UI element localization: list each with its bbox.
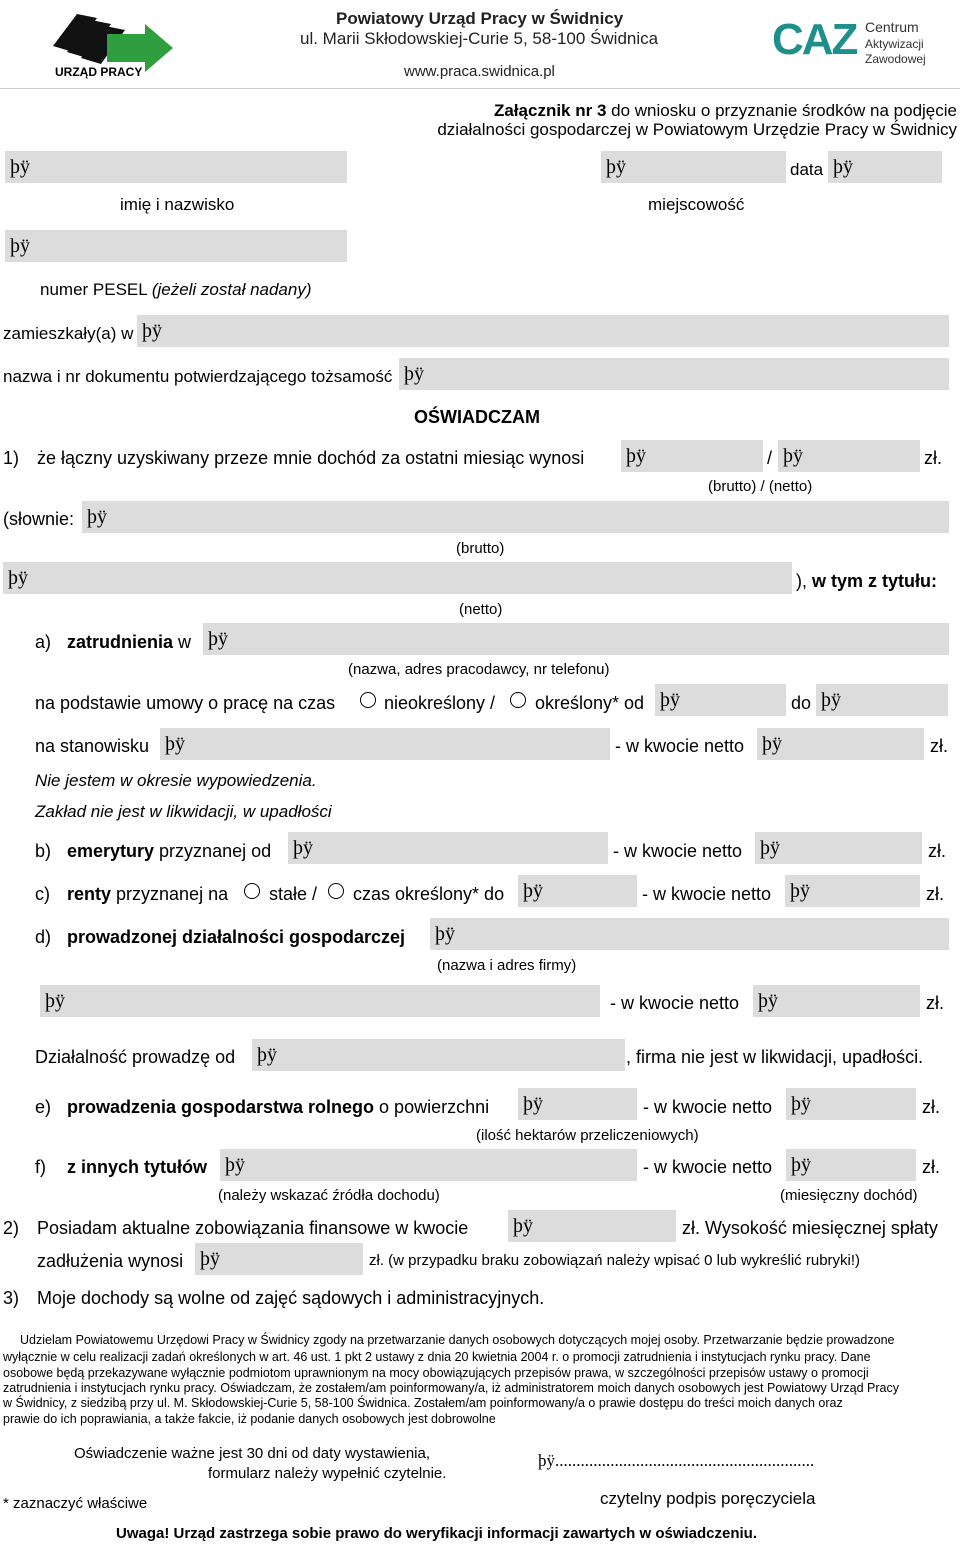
radio-permanent[interactable] [244,883,260,899]
debts-tail: zł. Wysokość miesięcznej spłaty [682,1218,938,1238]
employer-note: (nazwa, adres pracodawcy, nr telefonu) [348,661,610,678]
b-amount-label: - w kwocie netto [613,841,743,861]
e-currency: zł. [922,1097,940,1117]
caz-line3: Zawodowej [865,52,926,66]
caz-mark: CAZ [772,15,857,64]
header-divider [0,88,960,89]
office-www: www.praca.swidnica.pl [404,63,555,80]
employer-field[interactable]: þÿ [203,623,949,655]
radio-definite[interactable] [510,692,526,708]
consent-line-3: osobowe będą przekazywane wyłącznie podmiotom uprawnionym na mocy obowiązujących przepisów prawa, w szczególności przepisów ustawy o promocji [3,1366,869,1380]
source-note: (należy wskazać źródła dochodu) [218,1187,440,1204]
e-amount-field[interactable]: þÿ [786,1088,916,1120]
e-amount-label: - w kwocie netto [643,1097,773,1117]
income-currency: zł. [924,448,942,468]
income-slash: / [767,448,773,468]
f-title: z innych tytułów [67,1157,208,1177]
disability-to-field[interactable]: þÿ [518,875,637,907]
d-amount-label: - w kwocie netto [610,993,740,1013]
words-label: (słownie: [3,509,75,529]
b-letter: b) [35,841,52,861]
notice-text: Nie jestem w okresie wypowiedzenia. [35,771,317,790]
pesel-field[interactable]: þÿ [5,230,347,262]
caz-line1: Centrum [865,19,919,35]
firm-note: (nazwa i adres firmy) [437,957,577,974]
income-netto-field[interactable]: þÿ [778,440,920,472]
f-amount-field[interactable]: þÿ [786,1149,916,1181]
a-title [67,632,191,653]
c-bold: renty [67,884,112,904]
b-bold: emerytury [67,841,155,861]
footnote: * zaznaczyć właściwe [3,1495,148,1512]
f-letter: f) [35,1157,46,1177]
other-source-field[interactable]: þÿ [220,1149,637,1181]
d-title: prowadzonej działalności gospodarczej [67,927,406,947]
warning: Uwaga! Urząd zastrzega sobie prawo do weryfikacji informacji zawartych w oświadczeniu. [116,1525,758,1542]
validity-line2: formularz należy wypełnić czytelnie. [208,1465,447,1482]
attachment-line2: działalności gospodarczej w Powiatowym Urzędzie Pracy w Świdnicy [437,120,957,139]
seizure-num: 3) [3,1288,20,1308]
definite-label: określony* od [535,693,645,713]
id-doc-field[interactable]: þÿ [399,358,949,390]
e-rest: o powierzchni [374,1097,490,1117]
b-amount-field[interactable]: þÿ [755,832,922,864]
firm-address-field[interactable]: þÿ [40,985,600,1017]
b-title [67,841,271,862]
income-tail [796,571,937,592]
resident-label: zamieszkały(a) w [3,324,134,343]
b-rest: przyznanej od [154,841,272,861]
farm-area-field[interactable]: þÿ [518,1088,637,1120]
d-letter: d) [35,927,52,947]
a-currency: zł. [930,736,948,756]
contract-to-label: do [791,693,812,713]
brutto-netto-note: (brutto) / (netto) [708,478,813,495]
income-tail-bold: w tym z tytułu: [812,571,937,591]
debts-line2: zadłużenia wynosi [37,1251,184,1271]
contract-label: na podstawie umowy o pracę na czas [35,693,336,713]
a-amount-field[interactable]: þÿ [757,728,924,760]
seizure-text: Moje dochody są wolne od zajęć sądowych i administracyjnych. [37,1288,545,1308]
a-rest: w [173,632,192,652]
income-text: że łączny uzyskiwany przeze mnie dochód za ostatni miesiąc wynosi [37,448,585,468]
caz-logo [770,15,950,70]
consent-line-5: w Świdnicy, z siedzibą przy ul. M. Skłodowskiej-Curie 5, 58-100 Świdnica. Zostałem/am poinformowany/a o prawie dostępu do treści moich danych oraz [3,1396,843,1410]
c-currency: zł. [926,884,944,904]
monthly-note: (miesięczny dochód) [780,1187,918,1204]
brutto-note: (brutto) [456,540,505,557]
income-brutto-field[interactable]: þÿ [621,440,763,472]
radio-indefinite[interactable] [360,692,376,708]
c-amount-field[interactable]: þÿ [785,875,920,907]
netto-note: (netto) [459,601,503,618]
a-bold: zatrudnienia [67,632,174,652]
d-currency: zł. [926,993,944,1013]
indefinite-label: nieokreślony / [384,693,496,713]
declare-heading: OŚWIADCZAM [414,407,540,427]
debts-text: Posiadam aktualne zobowiązania finansowe w kwocie [37,1218,469,1238]
c-letter: c) [35,884,50,904]
words-brutto-field[interactable]: þÿ [82,501,949,533]
position-label: na stanowisku [35,736,150,756]
name-label: imię i nazwisko [120,195,235,214]
attachment-bold: Załącznik nr 3 [493,101,607,120]
fixed-term-label: czas określony* do [353,884,505,904]
e-title [67,1097,489,1118]
consent-line-2: wyłącznie w celu realizacji zadań określonych w art. 46 ust. 1 pkt 2 ustawy z dnia 20 kwietnia 2004 r. o promocji zatrudnienia i instytucjach rynku pracy. Dane [3,1350,871,1364]
pesel-label-text: numer PESEL [40,280,152,299]
contract-from-field[interactable]: þÿ [655,684,786,716]
signature-label: czytelny podpis poręczyciela [600,1489,816,1508]
id-doc-label: nazwa i nr dokumentu potwierdzającego tożsamość [3,367,393,386]
date-field[interactable]: þÿ [828,151,942,183]
validity-line1: Oświadczenie ważne jest 30 dni od daty wystawienia, [74,1445,431,1462]
caz-line2: Aktywizacji [865,37,924,51]
income-num: 1) [3,448,20,468]
business-since-label: Działalność prowadzę od [35,1047,236,1067]
b-currency: zł. [928,841,946,861]
e-bold: prowadzenia gospodarstwa rolnego [67,1097,375,1117]
debts-monthly-field[interactable]: þÿ [195,1243,363,1275]
position-field[interactable]: þÿ [160,728,610,760]
pension-from-field[interactable]: þÿ [288,832,608,864]
consent-line-1: Udzielam Powiatowemu Urzędowi Pracy w Świdnicy zgody na przetwarzanie danych osobowych dotyczących mojej osoby. Przetwarzanie będzie prowadzone [20,1333,895,1347]
consent-line-4: zatrudnienia i instytucjach rynku pracy. Oświadczam, że zostałem/am poinformowany/a, iż administratorem moich danych osobowych jest Powiatowy Urząd Pracy [3,1381,899,1395]
d-amount-field[interactable]: þÿ [753,985,920,1017]
debts-amount-field[interactable]: þÿ [508,1210,676,1242]
contract-to-field[interactable]: þÿ [816,684,948,716]
place-label: miejscowość [648,195,745,214]
resident-field[interactable]: þÿ [137,315,949,347]
business-since-field[interactable]: þÿ [252,1039,625,1071]
permanent-label: stałe / [269,884,318,904]
office-name: Powiatowy Urząd Pracy w Świdnicy [336,9,624,28]
consent-line-6: prawie do ich poprawiania, a także fakcie, iż podanie danych osobowych jest dobrowolne [3,1412,496,1426]
debts-num: 2) [3,1218,20,1238]
attachment-rest: do wniosku o przyznanie środków na podjęcie [606,101,957,120]
c-rest: przyznanej na [111,884,229,904]
c-amount-label: - w kwocie netto [642,884,772,904]
business-since-tail: , firma nie jest w likwidacji, upadłości. [626,1047,924,1067]
f-amount-label: - w kwocie netto [643,1157,773,1177]
f-currency: zł. [922,1157,940,1177]
debts-line2-tail: zł. (w przypadku braku zobowiązań należy wpisać 0 lub wykreślić rubryki!) [369,1252,861,1269]
liquidation-text: Zakład nie jest w likwidacji, w upadłości [35,802,332,821]
radio-fixed-term[interactable] [328,883,344,899]
name-field[interactable]: þÿ [5,151,347,183]
attachment-line1 [494,101,957,121]
office-address: ul. Marii Skłodowskiej-Curie 5, 58-100 Świdnica [300,29,659,48]
income-tail-paren: ), [796,571,812,591]
date-label: data [790,160,824,179]
farm-area-note: (ilość hektarów przeliczeniowych) [476,1127,699,1144]
place-field[interactable]: þÿ [601,151,786,183]
pup-logo-text: URZĄD PRACY [55,65,143,79]
firm-name-field[interactable]: þÿ [430,918,949,950]
signature-line[interactable]: þÿ............................................................. [538,1451,815,1470]
a-amount-label: - w kwocie netto [615,736,745,756]
pesel-note: (jeżeli został nadany) [151,280,312,299]
e-letter: e) [35,1097,52,1117]
words-netto-field[interactable]: þÿ [3,562,792,594]
pesel-label [40,280,312,300]
a-letter: a) [35,632,52,652]
c-title [67,884,228,905]
